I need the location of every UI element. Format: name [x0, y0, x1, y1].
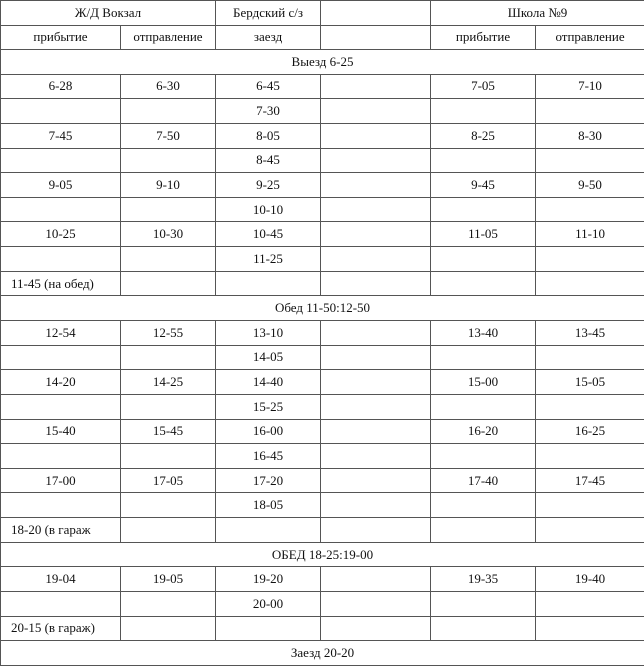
berdsky-extra-cell	[321, 493, 431, 518]
header-empty	[321, 25, 431, 50]
berdsky-extra-cell	[321, 567, 431, 592]
berdsky-entry-cell: 9-25	[216, 173, 321, 198]
school-departure-cell	[536, 592, 644, 617]
berdsky-entry-cell: 10-10	[216, 197, 321, 222]
header-school: Школа №9	[431, 1, 644, 26]
header-berdsky: Бердский с/з	[216, 1, 321, 26]
header-arrival: прибытие	[431, 25, 536, 50]
school-arrival-cell: 15-00	[431, 370, 536, 395]
berdsky-entry-cell: 11-25	[216, 247, 321, 272]
station-arrival-cell	[1, 197, 121, 222]
station-arrival-cell	[1, 148, 121, 173]
berdsky-entry-cell	[216, 616, 321, 641]
berdsky-extra-cell	[321, 394, 431, 419]
school-departure-cell	[536, 197, 644, 222]
station-departure-cell	[121, 148, 216, 173]
berdsky-extra-cell	[321, 370, 431, 395]
table-row	[1, 271, 644, 296]
table-row	[1, 592, 644, 617]
station-arrival-cell: 10-25	[1, 222, 121, 247]
station-arrival-cell	[1, 394, 121, 419]
berdsky-extra-cell	[321, 321, 431, 346]
school-departure-cell: 9-50	[536, 173, 644, 198]
school-departure-cell	[536, 345, 644, 370]
station-arrival-cell	[1, 247, 121, 272]
berdsky-entry-cell: 17-20	[216, 468, 321, 493]
berdsky-extra-cell	[321, 148, 431, 173]
berdsky-extra-cell	[321, 271, 431, 296]
station-departure-cell	[121, 247, 216, 272]
table-row	[1, 419, 644, 444]
school-arrival-cell	[431, 592, 536, 617]
school-departure-cell: 11-10	[536, 222, 644, 247]
station-departure-cell	[121, 99, 216, 124]
school-arrival-cell	[431, 493, 536, 518]
header-entry: заезд	[216, 25, 321, 50]
table-body	[1, 542, 644, 567]
school-departure-cell: 15-05	[536, 370, 644, 395]
section-depart: Выезд 6-25	[1, 50, 644, 75]
station-arrival-cell	[1, 444, 121, 469]
school-departure-cell	[536, 518, 644, 543]
school-arrival-cell: 7-05	[431, 74, 536, 99]
station-departure-cell: 6-30	[121, 74, 216, 99]
group-evening	[1, 567, 644, 641]
school-arrival-cell: 8-25	[431, 123, 536, 148]
berdsky-entry-cell	[216, 518, 321, 543]
berdsky-entry-cell: 7-30	[216, 99, 321, 124]
school-arrival-cell: 19-35	[431, 567, 536, 592]
table-row	[1, 197, 644, 222]
school-arrival-cell	[431, 197, 536, 222]
school-departure-cell	[536, 148, 644, 173]
school-arrival-cell	[431, 616, 536, 641]
school-arrival-cell	[431, 247, 536, 272]
table-row	[1, 567, 644, 592]
section-lunch-2: ОБЕД 18-25:19-00	[1, 542, 644, 567]
table-row	[1, 321, 644, 346]
berdsky-extra-cell	[321, 197, 431, 222]
school-departure-cell: 8-30	[536, 123, 644, 148]
berdsky-extra-cell	[321, 99, 431, 124]
station-arrival-cell: 15-40	[1, 419, 121, 444]
berdsky-extra-cell	[321, 468, 431, 493]
station-arrival-cell: 18-20 (в гараж	[1, 518, 121, 543]
station-departure-cell	[121, 197, 216, 222]
table-body	[1, 50, 644, 75]
table-row	[1, 394, 644, 419]
header-arrival: прибытие	[1, 25, 121, 50]
station-arrival-cell: 9-05	[1, 173, 121, 198]
berdsky-entry-cell: 13-10	[216, 321, 321, 346]
header-row-stops	[1, 1, 644, 26]
header-row-labels	[1, 25, 644, 50]
berdsky-extra-cell	[321, 616, 431, 641]
table-row	[1, 345, 644, 370]
school-arrival-cell: 16-20	[431, 419, 536, 444]
table-body	[1, 641, 644, 666]
station-departure-cell	[121, 592, 216, 617]
school-departure-cell	[536, 271, 644, 296]
table-row	[1, 468, 644, 493]
school-arrival-cell	[431, 444, 536, 469]
berdsky-extra-cell	[321, 74, 431, 99]
school-departure-cell	[536, 444, 644, 469]
table-row	[1, 222, 644, 247]
school-arrival-cell	[431, 99, 536, 124]
table-header	[1, 1, 644, 50]
berdsky-entry-cell: 14-05	[216, 345, 321, 370]
station-arrival-cell: 6-28	[1, 74, 121, 99]
school-arrival-cell: 11-05	[431, 222, 536, 247]
table-row	[1, 493, 644, 518]
school-arrival-cell	[431, 271, 536, 296]
table-row	[1, 148, 644, 173]
header-departure: отправление	[121, 25, 216, 50]
school-departure-cell	[536, 493, 644, 518]
school-departure-cell	[536, 99, 644, 124]
station-departure-cell: 15-45	[121, 419, 216, 444]
station-departure-cell: 17-05	[121, 468, 216, 493]
berdsky-extra-cell	[321, 247, 431, 272]
school-arrival-cell	[431, 394, 536, 419]
header-station: Ж/Д Вокзал	[1, 1, 216, 26]
station-departure-cell: 7-50	[121, 123, 216, 148]
station-arrival-cell: 14-20	[1, 370, 121, 395]
berdsky-entry-cell: 18-05	[216, 493, 321, 518]
school-departure-cell: 13-45	[536, 321, 644, 346]
station-departure-cell: 9-10	[121, 173, 216, 198]
table-row	[1, 370, 644, 395]
table-row	[1, 616, 644, 641]
station-arrival-cell: 17-00	[1, 468, 121, 493]
station-departure-cell	[121, 616, 216, 641]
table-row	[1, 99, 644, 124]
station-departure-cell	[121, 444, 216, 469]
table-row	[1, 518, 644, 543]
berdsky-entry-cell: 15-25	[216, 394, 321, 419]
station-arrival-cell	[1, 493, 121, 518]
station-departure-cell	[121, 394, 216, 419]
berdsky-entry-cell: 8-45	[216, 148, 321, 173]
station-departure-cell	[121, 518, 216, 543]
school-arrival-cell	[431, 148, 536, 173]
station-departure-cell: 14-25	[121, 370, 216, 395]
school-departure-cell	[536, 247, 644, 272]
school-arrival-cell	[431, 345, 536, 370]
berdsky-extra-cell	[321, 222, 431, 247]
school-arrival-cell: 9-45	[431, 173, 536, 198]
section-lunch-1: Обед 11-50:12-50	[1, 296, 644, 321]
section-row	[1, 641, 644, 666]
school-arrival-cell	[431, 518, 536, 543]
table-body	[1, 296, 644, 321]
table-row	[1, 74, 644, 99]
station-arrival-cell	[1, 99, 121, 124]
berdsky-entry-cell: 20-00	[216, 592, 321, 617]
section-end: Заезд 20-20	[1, 641, 644, 666]
table-row	[1, 444, 644, 469]
table-row	[1, 247, 644, 272]
group-morning	[1, 74, 644, 296]
group-afternoon	[1, 321, 644, 543]
berdsky-entry-cell: 19-20	[216, 567, 321, 592]
berdsky-entry-cell	[216, 271, 321, 296]
berdsky-extra-cell	[321, 123, 431, 148]
station-departure-cell: 12-55	[121, 321, 216, 346]
school-departure-cell	[536, 394, 644, 419]
station-departure-cell: 19-05	[121, 567, 216, 592]
berdsky-entry-cell: 14-40	[216, 370, 321, 395]
station-arrival-cell: 19-04	[1, 567, 121, 592]
berdsky-entry-cell: 10-45	[216, 222, 321, 247]
berdsky-entry-cell: 16-00	[216, 419, 321, 444]
school-arrival-cell: 17-40	[431, 468, 536, 493]
station-departure-cell	[121, 271, 216, 296]
station-arrival-cell	[1, 592, 121, 617]
table-row	[1, 123, 644, 148]
station-arrival-cell: 11-45 (на обед)	[1, 271, 121, 296]
berdsky-extra-cell	[321, 592, 431, 617]
berdsky-extra-cell	[321, 419, 431, 444]
school-arrival-cell: 13-40	[431, 321, 536, 346]
school-departure-cell: 7-10	[536, 74, 644, 99]
station-departure-cell	[121, 493, 216, 518]
berdsky-extra-cell	[321, 173, 431, 198]
section-row	[1, 50, 644, 75]
berdsky-extra-cell	[321, 444, 431, 469]
station-departure-cell	[121, 345, 216, 370]
header-empty	[321, 1, 431, 26]
school-departure-cell: 16-25	[536, 419, 644, 444]
berdsky-extra-cell	[321, 345, 431, 370]
berdsky-entry-cell: 6-45	[216, 74, 321, 99]
station-arrival-cell	[1, 345, 121, 370]
table-row	[1, 173, 644, 198]
header-departure: отправление	[536, 25, 644, 50]
section-row	[1, 542, 644, 567]
station-arrival-cell: 20-15 (в гараж)	[1, 616, 121, 641]
berdsky-entry-cell: 8-05	[216, 123, 321, 148]
berdsky-extra-cell	[321, 518, 431, 543]
school-departure-cell	[536, 616, 644, 641]
station-arrival-cell: 7-45	[1, 123, 121, 148]
section-row	[1, 296, 644, 321]
berdsky-entry-cell: 16-45	[216, 444, 321, 469]
station-arrival-cell: 12-54	[1, 321, 121, 346]
school-departure-cell: 19-40	[536, 567, 644, 592]
school-departure-cell: 17-45	[536, 468, 644, 493]
station-departure-cell: 10-30	[121, 222, 216, 247]
